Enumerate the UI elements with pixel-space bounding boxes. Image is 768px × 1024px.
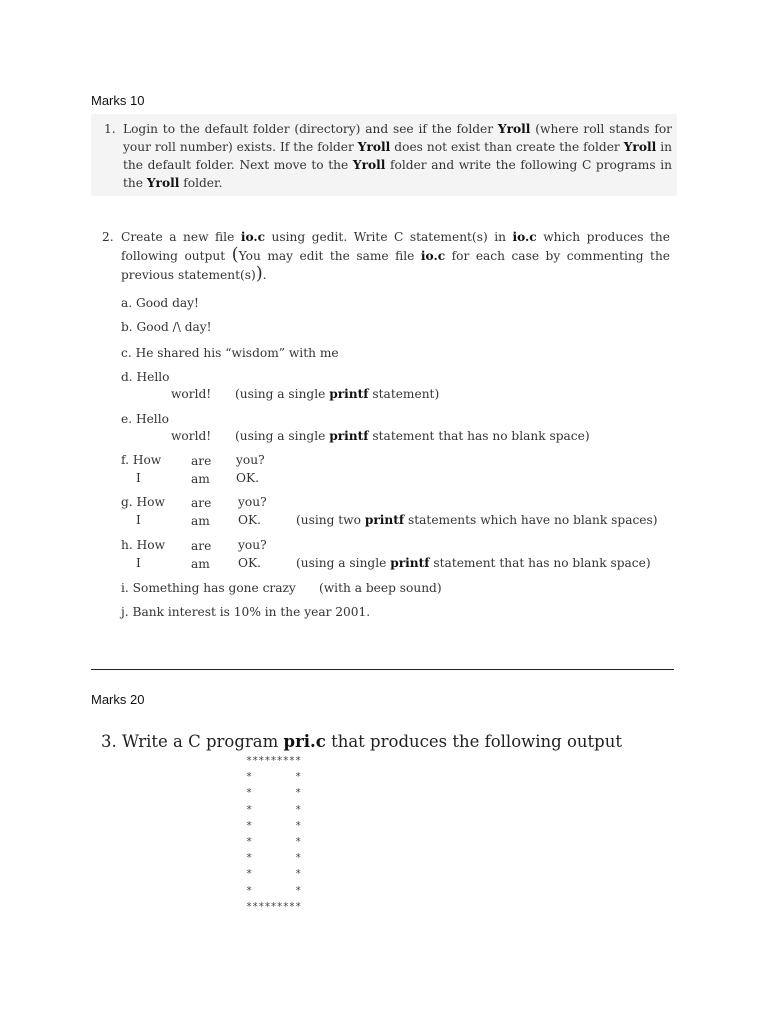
item-h-r2c1: I <box>136 556 141 570</box>
item-a: a. Good day! <box>121 296 199 310</box>
item-h-note: (using a single printf statement that has no blank space) <box>296 556 651 570</box>
marks-label-section1: Marks 10 <box>91 93 145 108</box>
question-1-text: Login to the default folder (directory) and see if the folder Yroll (where roll stands for your roll number) exists. If the folder Yroll does not exist than create the folder Yroll in the default folder. Next move to the Yroll folder and write the following C programs in the Yroll folder. <box>123 122 672 190</box>
item-d-line1: d. Hello <box>121 370 170 384</box>
item-h-r1c3: you? <box>238 538 267 552</box>
item-h-r1c1: h. How <box>121 538 165 552</box>
item-i: i. Something has gone crazy <box>121 581 296 595</box>
marks-label-section2: Marks 20 <box>91 692 145 707</box>
item-b: b. Good /\ day! <box>121 320 212 334</box>
item-g-r1c2: are <box>191 496 212 510</box>
item-g-r1c3: you? <box>238 495 267 509</box>
item-h-r2c3: OK. <box>238 556 261 570</box>
question-number: 1. <box>104 122 116 136</box>
item-d-note: (using a single printf statement) <box>235 387 440 401</box>
item-e-note: (using a single printf statement that has no blank space) <box>235 429 590 443</box>
item-h-r2c2: am <box>191 557 210 571</box>
item-f-r1c1: f. How <box>121 453 162 467</box>
item-f-r2c2: am <box>191 472 210 486</box>
question-2-text: Create a new file io.c using gedit. Write C statement(s) in io.c which produces the following output (You may edit the same file io.c for each case by commenting the previous statement(s)). <box>121 230 671 284</box>
star-pattern-output: ********* * * * * * * * * * * * * * * * * ********* <box>246 756 302 913</box>
item-g-r2c1: I <box>136 513 141 527</box>
item-c: c. He shared his “wisdom” with me <box>121 346 339 360</box>
item-g-r2c2: am <box>191 514 210 528</box>
section-divider <box>91 669 674 670</box>
question-number: 2. <box>102 230 114 244</box>
question-1 <box>104 120 672 192</box>
item-g-note: (using two printf statements which have no blank spaces) <box>296 513 658 527</box>
item-e-line2: world! <box>171 429 212 443</box>
question-2 <box>102 228 670 284</box>
item-g-r1c1: g. How <box>121 495 165 509</box>
item-h-r1c2: are <box>191 539 212 553</box>
question-3: 3. Write a C program pri.c that produces the following output <box>101 732 622 751</box>
item-f-r2c1: I <box>136 471 141 485</box>
item-f-r2c3: OK. <box>236 471 259 485</box>
item-f-r1c2: are <box>191 454 212 468</box>
item-i-note: (with a beep sound) <box>319 581 442 595</box>
item-d-line2: world! <box>171 387 212 401</box>
item-f-r1c3: you? <box>236 453 265 467</box>
item-g-r2c3: OK. <box>238 513 261 527</box>
item-j: j. Bank interest is 10% in the year 2001. <box>121 605 371 619</box>
question-number: 3. <box>101 732 117 751</box>
item-e-line1: e. Hello <box>121 412 169 426</box>
